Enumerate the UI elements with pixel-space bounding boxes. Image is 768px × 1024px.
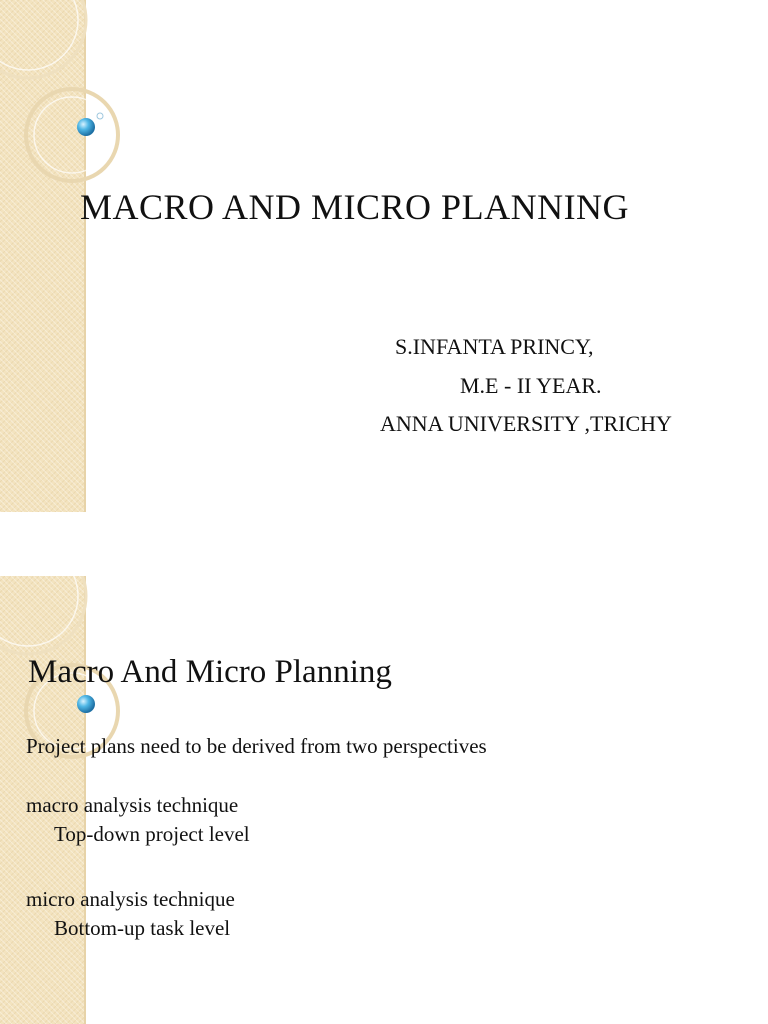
- decorative-rings: [0, 0, 140, 200]
- author-degree: M.E - II YEAR.: [460, 373, 602, 398]
- decorative-ring-small: [26, 89, 118, 181]
- content-slide-title: Macro And Micro Planning: [28, 654, 392, 690]
- micro-detail: Bottom-up task level: [54, 916, 231, 940]
- author-affiliation: ANNA UNIVERSITY ,TRICHY: [380, 411, 672, 436]
- intro-text: Project plans need to be derived from two perspectives: [26, 734, 487, 758]
- small-ring-icon: [97, 113, 103, 119]
- slide-title: MACRO AND MICRO PLANNING: [80, 187, 630, 227]
- author-name: S.INFANTA PRINCY,: [395, 334, 594, 359]
- blue-bullet-icon: [77, 118, 95, 136]
- blue-bullet-icon: [77, 695, 95, 713]
- decorative-ring-large: [0, 576, 86, 654]
- decorative-ring-large: [0, 0, 86, 78]
- macro-detail: Top-down project level: [54, 822, 250, 846]
- macro-heading: macro analysis technique: [26, 793, 239, 817]
- micro-heading: micro analysis technique: [26, 887, 235, 911]
